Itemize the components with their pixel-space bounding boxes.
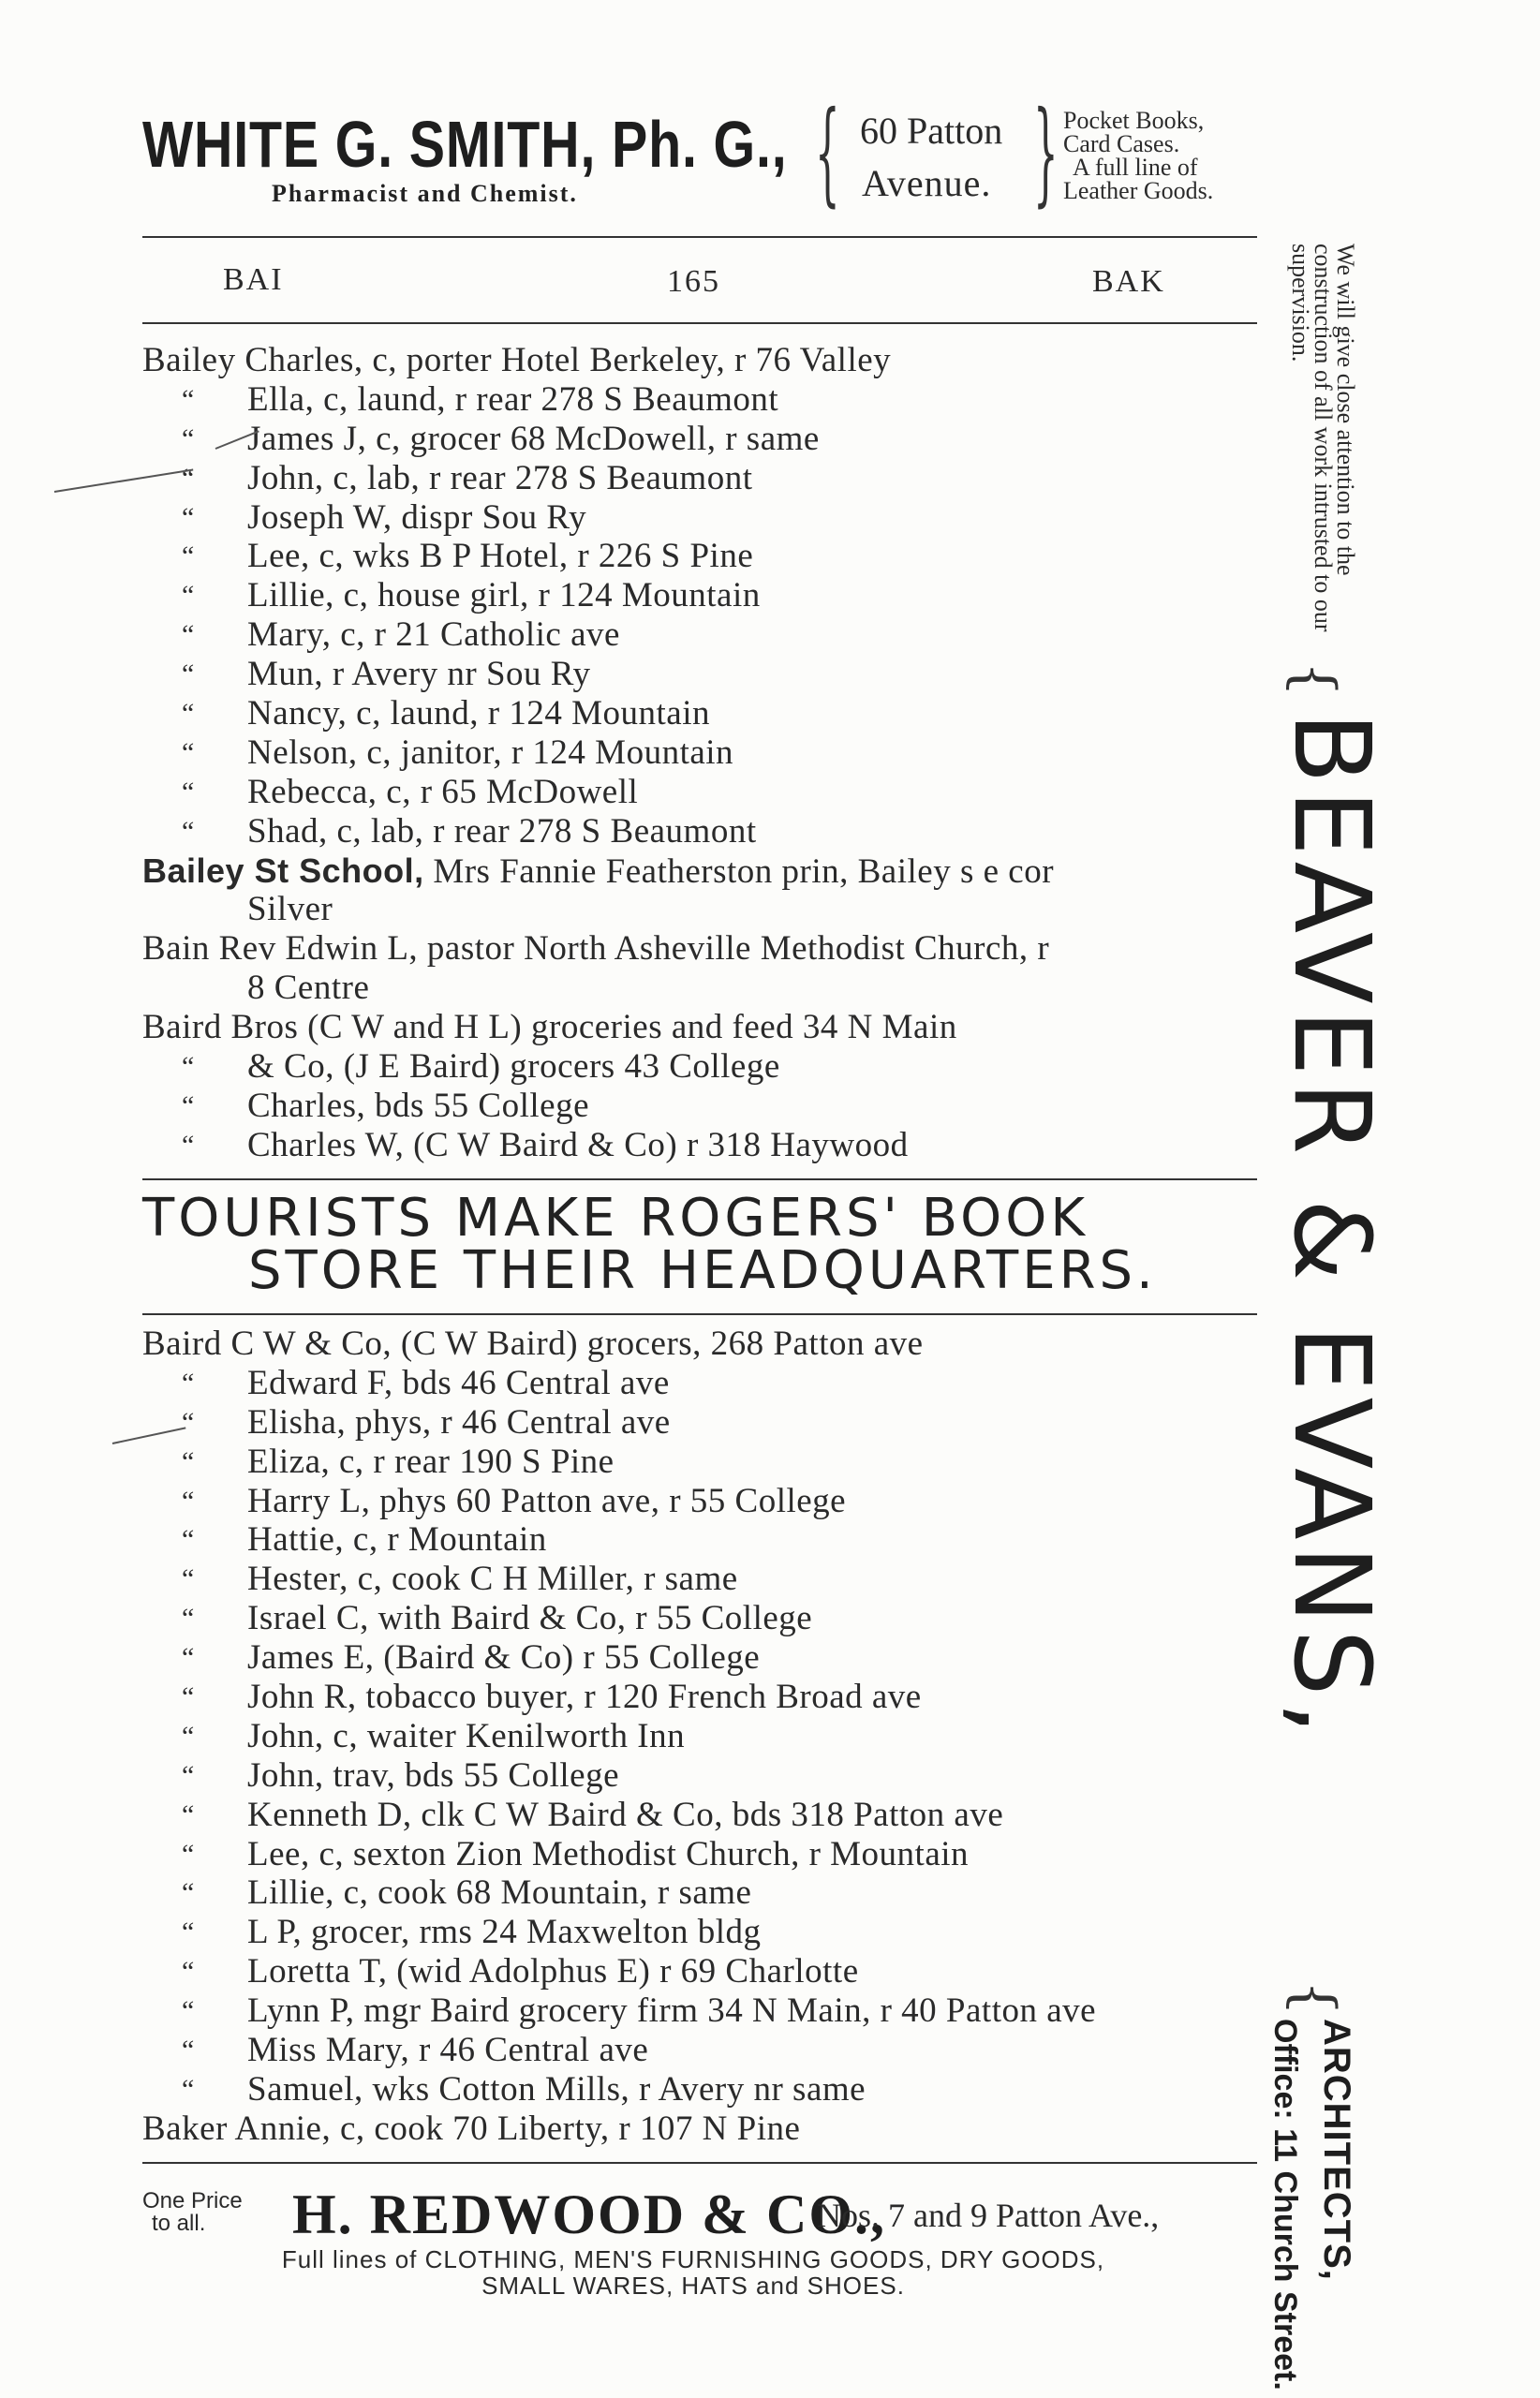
- entry-text: Mary, c, r 21 Catholic ave: [247, 615, 620, 655]
- entry-text: Charles, bds 55 College: [247, 1086, 590, 1125]
- bottom-ad-line-2: SMALL WARES, HATS and SHOES.: [481, 2272, 905, 2300]
- directory-entry: [142, 1520, 1266, 1560]
- ditto-mark: “: [182, 1838, 195, 1870]
- entry-text: John, c, lab, r rear 278 S Beaumont: [247, 458, 753, 497]
- directory-entry: [142, 459, 1266, 498]
- ditto-mark: “: [182, 422, 195, 454]
- side-ad: [1259, 234, 1399, 2391]
- entry-text: John R, tobacco buyer, r 120 French Broad ave: [247, 1678, 922, 1717]
- directory-entry: [142, 1952, 1266, 1991]
- entry-text: Eliza, c, r rear 190 S Pine: [247, 1442, 615, 1481]
- entry-text: Hattie, c, r Mountain: [247, 1520, 547, 1560]
- directory-entry: [142, 2070, 1266, 2109]
- ditto-mark: “: [182, 776, 195, 807]
- entry-text: Lee, c, sexton Zion Methodist Church, r Mountain: [247, 1834, 970, 1873]
- ditto-mark: “: [182, 501, 195, 533]
- price-line-1: One Price: [142, 2188, 243, 2213]
- entry-text: Israel C, with Baird & Co, r 55 College: [247, 1599, 813, 1638]
- ditto-mark: “: [182, 1485, 195, 1517]
- ditto-mark: “: [182, 1720, 195, 1752]
- directory-entry: [142, 1991, 1266, 2031]
- ditto-mark: “: [182, 1129, 195, 1161]
- top-ad-address-line-1: 60 Patton: [860, 110, 1003, 152]
- directory-entry: [142, 733, 1266, 773]
- ditto-mark: “: [182, 1563, 195, 1595]
- directory-entry: [142, 1325, 1266, 1364]
- goods-line: Pocket Books,: [1063, 107, 1205, 134]
- side-ad-firm: BEAVER & EVANS,: [1270, 712, 1392, 1741]
- entry-text: James E, (Baird & Co) r 55 College: [247, 1638, 761, 1678]
- directory-entry: [142, 969, 1266, 1008]
- ditto-mark: “: [182, 1956, 195, 1988]
- directory-entry: [142, 929, 1266, 969]
- ditto-mark: “: [182, 540, 195, 572]
- bottom-ad-line-1: Full lines of CLOTHING, MEN'S FURNISHING GOODS, DRY GOODS,: [281, 2245, 1105, 2273]
- ditto-mark: “: [182, 462, 195, 494]
- entry-text: Elisha, phys, r 46 Central ave: [247, 1402, 671, 1442]
- top-ad-goods: [1063, 109, 1213, 202]
- ditto-mark: “: [182, 1603, 195, 1635]
- entry-text: Lillie, c, cook 68 Mountain, r same: [247, 1873, 752, 1913]
- entry-text: Bain Rev Edwin L, pastor North Asheville Methodist Church, r: [142, 929, 1050, 969]
- side-ad-note: We will give close attention to the construction of all work intrusted to our supervision.: [1287, 244, 1359, 632]
- ditto-mark: “: [182, 698, 195, 730]
- directory-entry: [142, 341, 1266, 380]
- ditto-mark: “: [182, 1051, 195, 1083]
- directory-entry: [142, 1403, 1266, 1443]
- mid-ad-rule-bottom: [142, 1313, 1257, 1315]
- side-brace-2: {: [1281, 1979, 1348, 2017]
- bottom-ad-lines: [169, 2246, 1218, 2299]
- directory-entry: [142, 1008, 1266, 1047]
- directory-entry: [142, 1756, 1266, 1796]
- entry-text: Nelson, c, janitor, r 124 Mountain: [247, 733, 734, 772]
- mid-ad-rule-top: [142, 1178, 1257, 1180]
- entry-text: Lillie, c, house girl, r 124 Mountain: [247, 576, 761, 615]
- ditto-mark: “: [182, 580, 195, 612]
- ditto-mark: “: [182, 1681, 195, 1713]
- directory-list-2: [142, 1325, 1266, 2149]
- ditto-mark: “: [182, 736, 195, 768]
- bottom-ad-address: Nos. 7 and 9 Patton Ave.,: [817, 2197, 1160, 2234]
- entry-text: Samuel, wks Cotton Mills, r Avery nr same: [247, 2069, 866, 2109]
- entry-text: James J, c, grocer 68 McDowell, r same: [247, 419, 820, 458]
- entry-text: Baird C W & Co, (C W Baird) grocers, 268 Patton ave: [142, 1325, 924, 1363]
- entry-text: Miss Mary, r 46 Central ave: [247, 2031, 649, 2070]
- ditto-mark: “: [182, 2035, 195, 2066]
- bottom-ad-name: H. REDWOOD & CO.,: [292, 2183, 886, 2245]
- entry-text: Lee, c, wks B P Hotel, r 226 S Pine: [247, 537, 754, 576]
- top-ad-address-line-2: Avenue.: [862, 162, 992, 204]
- ditto-mark: “: [182, 659, 195, 690]
- entry-text: Shad, c, lab, r rear 278 S Beaumont: [247, 811, 757, 851]
- ditto-mark: “: [182, 815, 195, 847]
- directory-entry: [142, 1126, 1266, 1165]
- directory-entry: [142, 1796, 1266, 1835]
- page-number: 165: [667, 264, 720, 299]
- directory-entry: [142, 1047, 1266, 1087]
- bottom-ad-price: [142, 2190, 243, 2235]
- entry-text: Nancy, c, laund, r 124 Mountain: [247, 694, 710, 733]
- directory-entry: [142, 694, 1266, 733]
- directory-entry: [142, 615, 1266, 655]
- entry-bold-name: Bailey St School,: [142, 851, 424, 890]
- ditto-mark: “: [182, 1445, 195, 1477]
- ditto-mark: “: [182, 1089, 195, 1121]
- entry-text: Charles W, (C W Baird & Co) r 318 Haywood: [247, 1125, 909, 1164]
- price-line-2: to all.: [152, 2211, 206, 2236]
- directory-entry: [142, 890, 1266, 929]
- entry-text: Joseph W, dispr Sou Ry: [247, 497, 587, 537]
- entry-text: Lynn P, mgr Baird grocery firm 34 N Main, r 40 Patton ave: [247, 1991, 1097, 2031]
- directory-entry: [142, 655, 1266, 694]
- header-right-guide: BAK: [1092, 264, 1165, 299]
- entry-text: Harry L, phys 60 Patton ave, r 55 College: [247, 1481, 847, 1520]
- directory-entry: [142, 1913, 1266, 1952]
- ditto-mark: “: [182, 1877, 195, 1909]
- ditto-mark: “: [182, 619, 195, 651]
- directory-entry: [142, 1638, 1266, 1678]
- directory-entry: [142, 1364, 1266, 1403]
- header-left-guide: BAI: [223, 262, 284, 297]
- ditto-mark: “: [182, 1798, 195, 1830]
- entry-text: L P, grocer, rms 24 Maxwelton bldg: [247, 1913, 762, 1952]
- entry-text: Ella, c, laund, r rear 278 S Beaumont: [247, 379, 779, 419]
- directory-entry: [142, 1835, 1266, 1874]
- ditto-mark: “: [182, 1759, 195, 1791]
- directory-entry: [142, 1087, 1266, 1126]
- ditto-mark: “: [182, 1406, 195, 1438]
- directory-entry: [142, 380, 1266, 420]
- mid-ad-line-2: STORE THEIR HEADQUARTERS.: [248, 1240, 1157, 1301]
- header-rule-bottom: [142, 322, 1257, 324]
- directory-entry: [142, 537, 1266, 576]
- directory-list-1: [142, 341, 1266, 1165]
- top-ad-tagline: Pharmacist and Chemist.: [272, 180, 578, 207]
- directory-entry: [142, 1678, 1266, 1717]
- directory-entry: [142, 1482, 1266, 1521]
- entry-continuation: 8 Centre: [247, 969, 370, 1008]
- side-ad-office: Office: 11 Church Street.: [1267, 2019, 1303, 2391]
- ditto-mark: “: [182, 383, 195, 415]
- entry-text: Hester, c, cook C H Miller, r same: [247, 1560, 738, 1599]
- entry-text: Edward F, bds 46 Central ave: [247, 1363, 670, 1402]
- ditto-mark: “: [182, 2073, 195, 2105]
- side-brace-1: {: [1281, 660, 1348, 698]
- bottom-ad-rule: [142, 2162, 1257, 2164]
- goods-line: A full line of: [1073, 154, 1198, 181]
- side-ad-role: ARCHITECTS,: [1316, 2019, 1357, 2281]
- directory-entry: [142, 576, 1266, 615]
- directory-entry: [142, 1443, 1266, 1482]
- entry-text: Bailey Charles, c, porter Hotel Berkeley, r 76 Valley: [142, 341, 892, 379]
- top-ad-name: WHITE G. SMITH, Ph. G.,: [142, 108, 788, 181]
- entry-text: Baker Annie, c, cook 70 Liberty, r 107 N Pine: [142, 2109, 801, 2148]
- entry-text: Rebecca, c, r 65 McDowell: [247, 772, 639, 811]
- directory-entry: [142, 1717, 1266, 1756]
- directory-entry: [142, 773, 1266, 812]
- directory-entry: [142, 498, 1266, 538]
- entry-text: Kenneth D, clk C W Baird & Co, bds 318 Patton ave: [247, 1795, 1004, 1834]
- entry-text: Baird Bros (C W and H L) groceries and feed 34 N Main: [142, 1008, 957, 1047]
- ditto-mark: “: [182, 1524, 195, 1556]
- header-rule-top: [142, 236, 1257, 238]
- entry-text: John, c, waiter Kenilworth Inn: [247, 1716, 686, 1755]
- mid-ad-line-1: TOURISTS MAKE ROGERS' BOOK: [142, 1188, 1089, 1249]
- entry-continuation: Silver: [247, 890, 333, 929]
- ditto-mark: “: [182, 1642, 195, 1674]
- directory-entry: [142, 851, 1266, 891]
- goods-line: Card Cases.: [1063, 130, 1180, 157]
- goods-line: Leather Goods.: [1063, 177, 1214, 204]
- entry-text: Mrs Fannie Featherston prin, Bailey s e cor: [423, 851, 1055, 891]
- entry-text: Loretta T, (wid Adolphus E) r 69 Charlotte: [247, 1952, 859, 1991]
- directory-entry: [142, 1560, 1266, 1599]
- directory-entry: [142, 2109, 1266, 2149]
- ditto-mark: “: [182, 1917, 195, 1948]
- entry-text: John, trav, bds 55 College: [247, 1755, 620, 1795]
- entry-text: Mun, r Avery nr Sou Ry: [247, 655, 591, 694]
- directory-entry: [142, 420, 1266, 459]
- directory-entry: [142, 2031, 1266, 2070]
- ditto-mark: “: [182, 1367, 195, 1399]
- directory-entry: [142, 812, 1266, 851]
- right-brace: }: [1033, 88, 1059, 218]
- directory-entry: [142, 1873, 1266, 1913]
- ditto-mark: “: [182, 1995, 195, 2027]
- entry-text: & Co, (J E Baird) grocers 43 College: [247, 1047, 780, 1087]
- directory-entry: [142, 1599, 1266, 1638]
- left-brace: {: [815, 88, 840, 218]
